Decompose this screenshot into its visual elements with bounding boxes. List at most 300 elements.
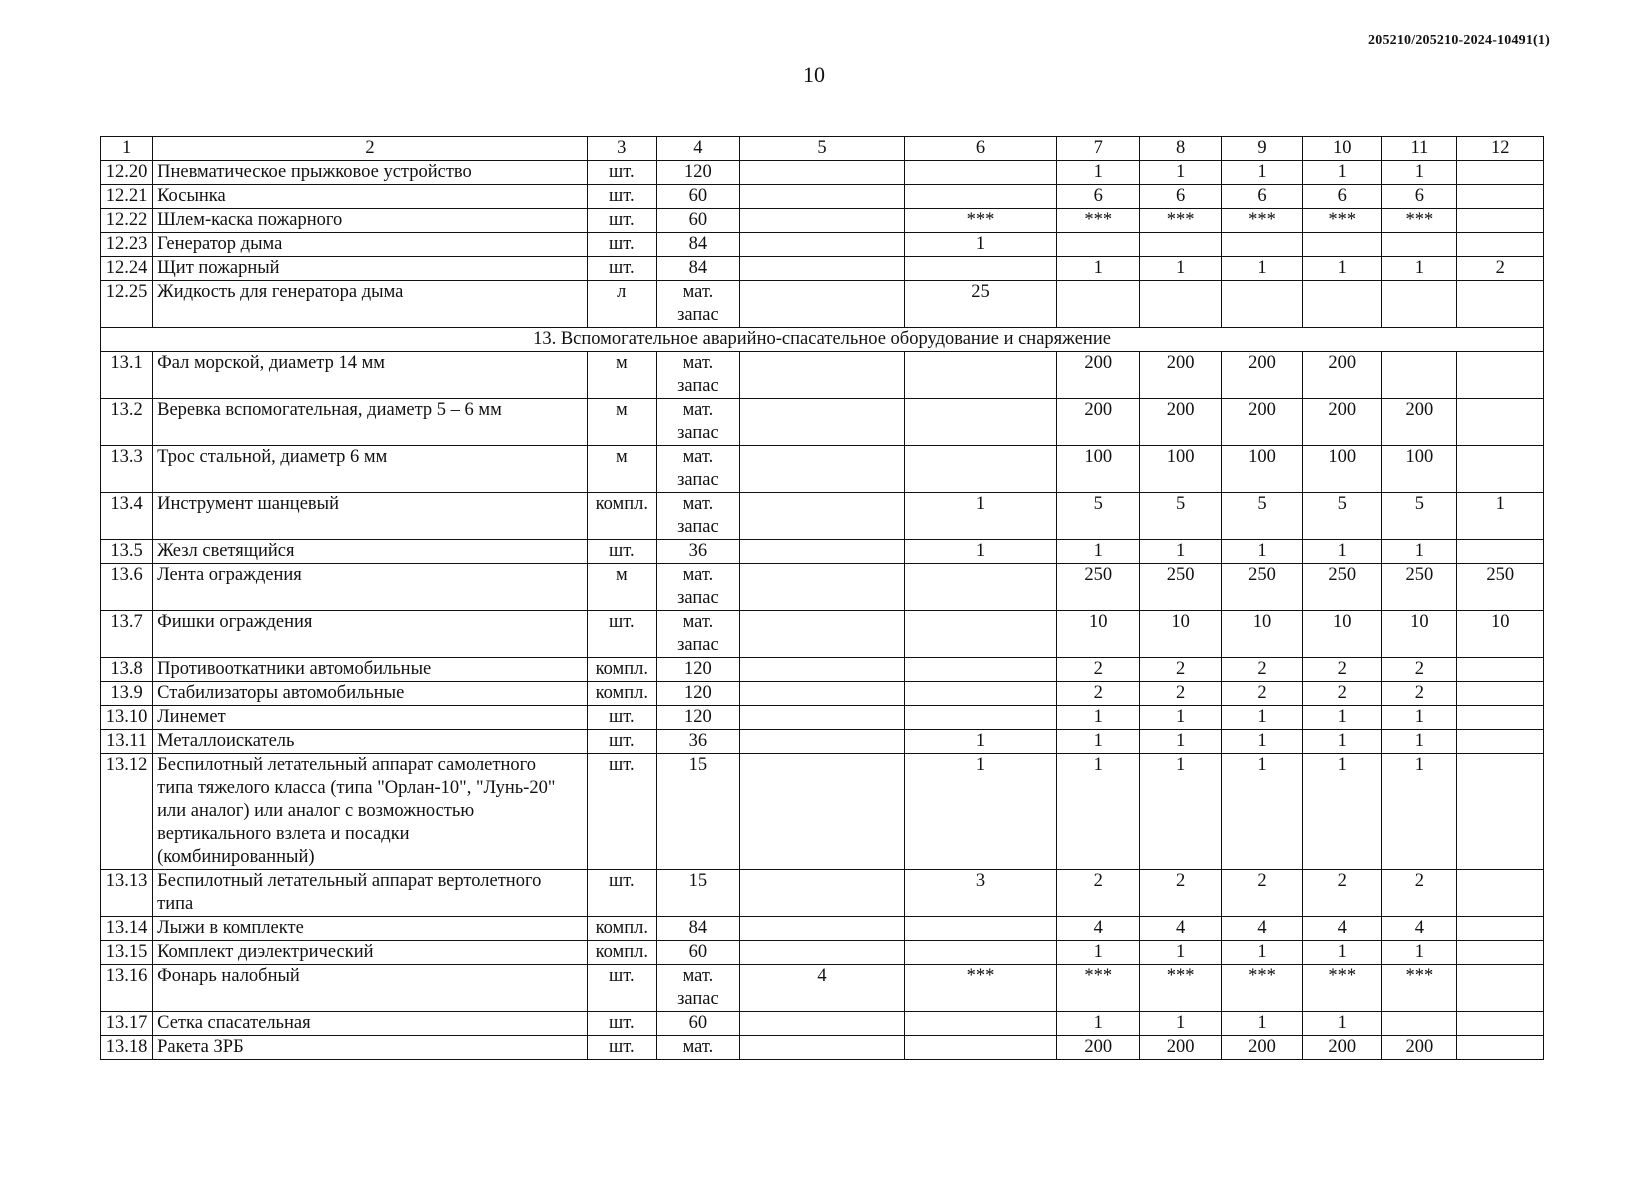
table-row — [101, 1012, 1544, 1036]
cell-col-8: 4 — [1140, 917, 1221, 941]
cell-col-8: 200 — [1140, 1036, 1221, 1060]
cell-col-8: 1 — [1140, 257, 1221, 281]
cell-col-6 — [904, 352, 1056, 399]
cell-norm: мат. запас — [656, 446, 739, 493]
cell-col-5 — [740, 281, 905, 328]
header-cell-4: 4 — [656, 137, 739, 161]
cell-col-10: 1 — [1303, 161, 1382, 185]
cell-col-11: 4 — [1382, 917, 1457, 941]
cell-col-5 — [740, 233, 905, 257]
cell-col-12: 250 — [1457, 564, 1544, 611]
cell-col-8: 100 — [1140, 446, 1221, 493]
cell-col-7: 1 — [1057, 161, 1140, 185]
cell-unit: компл. — [587, 682, 656, 706]
cell-norm: 120 — [656, 658, 739, 682]
cell-row-number: 13.17 — [101, 1012, 153, 1036]
cell-col-12 — [1457, 730, 1544, 754]
cell-row-number: 13.7 — [101, 611, 153, 658]
header-row — [101, 137, 1544, 161]
cell-row-number: 13.3 — [101, 446, 153, 493]
cell-col-9: 200 — [1221, 352, 1302, 399]
cell-col-12 — [1457, 941, 1544, 965]
table-row — [101, 493, 1544, 540]
cell-col-7: 10 — [1057, 611, 1140, 658]
cell-col-12: 1 — [1457, 493, 1544, 540]
cell-col-11 — [1382, 233, 1457, 257]
cell-col-6 — [904, 1012, 1056, 1036]
cell-col-10: 200 — [1303, 399, 1382, 446]
cell-col-7: *** — [1057, 965, 1140, 1012]
cell-col-5 — [740, 161, 905, 185]
cell-col-12 — [1457, 352, 1544, 399]
cell-col-11: 10 — [1382, 611, 1457, 658]
cell-col-5 — [740, 706, 905, 730]
cell-col-11: 250 — [1382, 564, 1457, 611]
cell-item-name: Ракета ЗРБ — [153, 1036, 588, 1060]
cell-col-6 — [904, 706, 1056, 730]
cell-col-9: 200 — [1221, 399, 1302, 446]
cell-col-6: *** — [904, 965, 1056, 1012]
cell-col-7: 4 — [1057, 917, 1140, 941]
table-row — [101, 754, 1544, 870]
cell-col-11: 1 — [1382, 754, 1457, 870]
cell-col-7: 2 — [1057, 658, 1140, 682]
cell-col-9 — [1221, 281, 1302, 328]
cell-col-6 — [904, 161, 1056, 185]
cell-col-12 — [1457, 399, 1544, 446]
cell-row-number: 13.6 — [101, 564, 153, 611]
cell-col-8: 200 — [1140, 399, 1221, 446]
cell-norm: мат. запас — [656, 493, 739, 540]
header-cell-5: 5 — [740, 137, 905, 161]
cell-col-8: 1 — [1140, 754, 1221, 870]
table-row — [101, 540, 1544, 564]
cell-col-11: 200 — [1382, 399, 1457, 446]
cell-col-9: 5 — [1221, 493, 1302, 540]
cell-col-6 — [904, 682, 1056, 706]
cell-col-7: 1 — [1057, 754, 1140, 870]
cell-item-name: Противооткатники автомобильные — [153, 658, 588, 682]
cell-col-5 — [740, 257, 905, 281]
cell-col-6 — [904, 941, 1056, 965]
cell-col-8: *** — [1140, 209, 1221, 233]
cell-col-11: *** — [1382, 965, 1457, 1012]
cell-col-8: 200 — [1140, 352, 1221, 399]
cell-item-name: Жезл светящийся — [153, 540, 588, 564]
cell-col-12: 2 — [1457, 257, 1544, 281]
table-row — [101, 564, 1544, 611]
cell-col-12 — [1457, 870, 1544, 917]
cell-col-8: 1 — [1140, 161, 1221, 185]
cell-item-name: Линемет — [153, 706, 588, 730]
cell-col-9: 1 — [1221, 257, 1302, 281]
header-cell-11: 11 — [1382, 137, 1457, 161]
cell-item-name: Генератор дыма — [153, 233, 588, 257]
cell-col-10: 6 — [1303, 185, 1382, 209]
cell-item-name: Комплект диэлектрический — [153, 941, 588, 965]
cell-col-8: 1 — [1140, 540, 1221, 564]
header-cell-12: 12 — [1457, 137, 1544, 161]
cell-col-11: 5 — [1382, 493, 1457, 540]
header-cell-10: 10 — [1303, 137, 1382, 161]
table-row — [101, 917, 1544, 941]
cell-col-10: 200 — [1303, 352, 1382, 399]
cell-unit: шт. — [587, 257, 656, 281]
cell-col-6: 1 — [904, 754, 1056, 870]
cell-col-9: 2 — [1221, 658, 1302, 682]
cell-col-6 — [904, 1036, 1056, 1060]
section-heading-row — [101, 328, 1544, 352]
table-row — [101, 965, 1544, 1012]
header-cell-1: 1 — [101, 137, 153, 161]
table-row — [101, 658, 1544, 682]
cell-col-6 — [904, 917, 1056, 941]
cell-col-8 — [1140, 233, 1221, 257]
cell-unit: шт. — [587, 540, 656, 564]
cell-col-6: 1 — [904, 233, 1056, 257]
cell-col-11: 2 — [1382, 870, 1457, 917]
cell-col-9: 1 — [1221, 706, 1302, 730]
cell-row-number: 13.15 — [101, 941, 153, 965]
cell-col-6 — [904, 185, 1056, 209]
cell-unit: шт. — [587, 611, 656, 658]
cell-row-number: 12.23 — [101, 233, 153, 257]
cell-col-6 — [904, 446, 1056, 493]
cell-row-number: 12.24 — [101, 257, 153, 281]
cell-col-9: 4 — [1221, 917, 1302, 941]
cell-col-6 — [904, 257, 1056, 281]
cell-col-12 — [1457, 1036, 1544, 1060]
table-row — [101, 446, 1544, 493]
cell-norm: мат. запас — [656, 965, 739, 1012]
equipment-table — [100, 136, 1544, 1060]
cell-unit: шт. — [587, 965, 656, 1012]
cell-item-name: Веревка вспомогательная, диаметр 5 – 6 мм — [153, 399, 588, 446]
cell-col-9: 2 — [1221, 682, 1302, 706]
cell-col-8: 2 — [1140, 870, 1221, 917]
cell-norm: мат. запас — [656, 399, 739, 446]
cell-col-11 — [1382, 281, 1457, 328]
cell-col-9: 6 — [1221, 185, 1302, 209]
cell-col-5 — [740, 209, 905, 233]
cell-col-9: 2 — [1221, 870, 1302, 917]
cell-row-number: 13.14 — [101, 917, 153, 941]
cell-col-10: 1 — [1303, 754, 1382, 870]
cell-row-number: 13.9 — [101, 682, 153, 706]
cell-norm: 120 — [656, 706, 739, 730]
cell-col-8: 1 — [1140, 1012, 1221, 1036]
cell-unit: компл. — [587, 493, 656, 540]
cell-col-5 — [740, 185, 905, 209]
cell-col-12 — [1457, 540, 1544, 564]
cell-norm: 120 — [656, 161, 739, 185]
cell-col-11: 1 — [1382, 941, 1457, 965]
cell-col-5 — [740, 917, 905, 941]
cell-col-12 — [1457, 706, 1544, 730]
cell-unit: компл. — [587, 941, 656, 965]
header-cell-2: 2 — [153, 137, 588, 161]
cell-norm: мат. — [656, 1036, 739, 1060]
cell-unit: л — [587, 281, 656, 328]
cell-col-11 — [1382, 352, 1457, 399]
cell-col-9: 100 — [1221, 446, 1302, 493]
cell-item-name: Косынка — [153, 185, 588, 209]
cell-row-number: 13.13 — [101, 870, 153, 917]
cell-col-5 — [740, 658, 905, 682]
cell-col-10: 5 — [1303, 493, 1382, 540]
cell-col-12 — [1457, 965, 1544, 1012]
table-row — [101, 870, 1544, 917]
cell-col-5 — [740, 399, 905, 446]
cell-norm: 84 — [656, 257, 739, 281]
cell-row-number: 12.20 — [101, 161, 153, 185]
cell-row-number: 12.21 — [101, 185, 153, 209]
cell-norm: мат. запас — [656, 564, 739, 611]
cell-col-12: 10 — [1457, 611, 1544, 658]
table-row — [101, 941, 1544, 965]
cell-col-9: 1 — [1221, 1012, 1302, 1036]
cell-row-number: 13.1 — [101, 352, 153, 399]
cell-norm: 120 — [656, 682, 739, 706]
table-row — [101, 682, 1544, 706]
cell-unit: шт. — [587, 1012, 656, 1036]
cell-row-number: 13.4 — [101, 493, 153, 540]
cell-col-10: 4 — [1303, 917, 1382, 941]
table-row — [101, 209, 1544, 233]
cell-col-10: 1 — [1303, 540, 1382, 564]
cell-item-name: Жидкость для генератора дыма — [153, 281, 588, 328]
cell-col-6: *** — [904, 209, 1056, 233]
cell-norm: 15 — [656, 870, 739, 917]
table-row — [101, 730, 1544, 754]
cell-row-number: 13.8 — [101, 658, 153, 682]
cell-col-8: 1 — [1140, 706, 1221, 730]
table-row — [101, 233, 1544, 257]
cell-unit: м — [587, 399, 656, 446]
cell-norm: мат. запас — [656, 281, 739, 328]
cell-item-name: Щит пожарный — [153, 257, 588, 281]
cell-col-7: 6 — [1057, 185, 1140, 209]
table-row — [101, 257, 1544, 281]
cell-unit: шт. — [587, 730, 656, 754]
cell-col-12 — [1457, 754, 1544, 870]
header-cell-6: 6 — [904, 137, 1056, 161]
table-row — [101, 161, 1544, 185]
cell-col-10: 2 — [1303, 658, 1382, 682]
cell-col-8: 6 — [1140, 185, 1221, 209]
cell-col-7: 5 — [1057, 493, 1140, 540]
cell-col-5 — [740, 1036, 905, 1060]
cell-col-12 — [1457, 1012, 1544, 1036]
cell-col-10 — [1303, 281, 1382, 328]
cell-norm: 15 — [656, 754, 739, 870]
cell-unit: м — [587, 564, 656, 611]
cell-col-12 — [1457, 233, 1544, 257]
cell-col-7: 200 — [1057, 399, 1140, 446]
cell-item-name: Лента ограждения — [153, 564, 588, 611]
cell-row-number: 13.16 — [101, 965, 153, 1012]
cell-col-10: 2 — [1303, 870, 1382, 917]
cell-col-7: 1 — [1057, 730, 1140, 754]
cell-row-number: 13.5 — [101, 540, 153, 564]
cell-col-6 — [904, 658, 1056, 682]
cell-col-8: 2 — [1140, 682, 1221, 706]
header-cell-8: 8 — [1140, 137, 1221, 161]
cell-col-9 — [1221, 233, 1302, 257]
cell-col-10: 1 — [1303, 730, 1382, 754]
cell-item-name: Шлем-каска пожарного — [153, 209, 588, 233]
section-title: 13. Вспомогательное аварийно-спасательное оборудование и снаряжение — [101, 328, 1544, 352]
cell-col-5 — [740, 493, 905, 540]
cell-col-10: 2 — [1303, 682, 1382, 706]
cell-col-12 — [1457, 161, 1544, 185]
cell-unit: шт. — [587, 233, 656, 257]
cell-col-5: 4 — [740, 965, 905, 1012]
cell-col-7: 200 — [1057, 1036, 1140, 1060]
cell-col-11: 6 — [1382, 185, 1457, 209]
cell-row-number: 13.12 — [101, 754, 153, 870]
cell-norm: 60 — [656, 209, 739, 233]
cell-unit: шт. — [587, 161, 656, 185]
cell-col-8: 250 — [1140, 564, 1221, 611]
cell-norm: 60 — [656, 941, 739, 965]
cell-unit: шт. — [587, 1036, 656, 1060]
cell-item-name: Инструмент шанцевый — [153, 493, 588, 540]
cell-col-8 — [1140, 281, 1221, 328]
cell-col-11: *** — [1382, 209, 1457, 233]
cell-col-11: 1 — [1382, 540, 1457, 564]
cell-col-12 — [1457, 446, 1544, 493]
cell-col-11: 200 — [1382, 1036, 1457, 1060]
cell-col-7: 200 — [1057, 352, 1140, 399]
cell-col-11: 1 — [1382, 257, 1457, 281]
cell-norm: 60 — [656, 1012, 739, 1036]
table-row — [101, 281, 1544, 328]
cell-item-name: Пневматическое прыжковое устройство — [153, 161, 588, 185]
cell-norm: мат. запас — [656, 611, 739, 658]
cell-col-7: *** — [1057, 209, 1140, 233]
cell-col-11: 100 — [1382, 446, 1457, 493]
cell-col-10: 1 — [1303, 257, 1382, 281]
cell-col-11: 2 — [1382, 682, 1457, 706]
cell-unit: м — [587, 446, 656, 493]
cell-norm: 84 — [656, 917, 739, 941]
cell-col-11 — [1382, 1012, 1457, 1036]
cell-item-name: Фишки ограждения — [153, 611, 588, 658]
cell-row-number: 13.18 — [101, 1036, 153, 1060]
cell-col-6: 1 — [904, 540, 1056, 564]
cell-col-10 — [1303, 233, 1382, 257]
table-row — [101, 611, 1544, 658]
cell-col-5 — [740, 611, 905, 658]
cell-col-5 — [740, 446, 905, 493]
cell-col-8: 2 — [1140, 658, 1221, 682]
page-number: 10 — [803, 62, 825, 87]
table-row — [101, 185, 1544, 209]
cell-col-10: 1 — [1303, 706, 1382, 730]
cell-col-10: *** — [1303, 965, 1382, 1012]
cell-norm: 60 — [656, 185, 739, 209]
cell-col-9: 10 — [1221, 611, 1302, 658]
cell-row-number: 13.10 — [101, 706, 153, 730]
cell-col-6: 25 — [904, 281, 1056, 328]
cell-col-10: 1 — [1303, 1012, 1382, 1036]
cell-col-9: *** — [1221, 209, 1302, 233]
cell-col-7: 1 — [1057, 941, 1140, 965]
cell-col-12 — [1457, 682, 1544, 706]
cell-col-9: 250 — [1221, 564, 1302, 611]
table-row — [101, 352, 1544, 399]
cell-col-8: 1 — [1140, 730, 1221, 754]
cell-col-7: 1 — [1057, 706, 1140, 730]
cell-col-10: *** — [1303, 209, 1382, 233]
cell-col-9: 1 — [1221, 161, 1302, 185]
cell-col-10: 10 — [1303, 611, 1382, 658]
cell-col-6: 1 — [904, 493, 1056, 540]
cell-col-9: 200 — [1221, 1036, 1302, 1060]
cell-col-5 — [740, 730, 905, 754]
cell-col-12 — [1457, 917, 1544, 941]
cell-col-6 — [904, 399, 1056, 446]
cell-col-7: 1 — [1057, 540, 1140, 564]
cell-norm: 36 — [656, 730, 739, 754]
cell-col-9: *** — [1221, 965, 1302, 1012]
cell-col-10: 250 — [1303, 564, 1382, 611]
table-row — [101, 399, 1544, 446]
cell-row-number: 13.2 — [101, 399, 153, 446]
cell-col-7: 100 — [1057, 446, 1140, 493]
header-cell-3: 3 — [587, 137, 656, 161]
document-id: 205210/205210-2024-10491(1) — [1368, 33, 1550, 48]
cell-col-5 — [740, 1012, 905, 1036]
cell-unit: компл. — [587, 917, 656, 941]
header-cell-9: 9 — [1221, 137, 1302, 161]
cell-col-11: 1 — [1382, 730, 1457, 754]
cell-col-5 — [740, 540, 905, 564]
cell-col-7 — [1057, 281, 1140, 328]
cell-col-7: 1 — [1057, 1012, 1140, 1036]
cell-item-name: Лыжи в комплекте — [153, 917, 588, 941]
cell-col-12 — [1457, 209, 1544, 233]
cell-col-6: 3 — [904, 870, 1056, 917]
cell-col-5 — [740, 564, 905, 611]
cell-col-7: 2 — [1057, 682, 1140, 706]
cell-unit: шт. — [587, 754, 656, 870]
cell-item-name: Сетка спасательная — [153, 1012, 588, 1036]
cell-item-name: Беспилотный летательный аппарат самолетного типа тяжелого класса (типа "Орлан-10", "Лунь-20" или аналог) или аналог с возможностью вертикального взлета и посадки (комбинированный) — [153, 754, 588, 870]
cell-item-name: Металлоискатель — [153, 730, 588, 754]
cell-col-7: 2 — [1057, 870, 1140, 917]
cell-col-9: 1 — [1221, 941, 1302, 965]
cell-col-7: 1 — [1057, 257, 1140, 281]
cell-col-5 — [740, 870, 905, 917]
cell-item-name: Фонарь налобный — [153, 965, 588, 1012]
cell-col-7 — [1057, 233, 1140, 257]
cell-col-12 — [1457, 658, 1544, 682]
cell-item-name: Стабилизаторы автомобильные — [153, 682, 588, 706]
cell-item-name: Трос стальной, диаметр 6 мм — [153, 446, 588, 493]
cell-col-7: 250 — [1057, 564, 1140, 611]
cell-row-number: 13.11 — [101, 730, 153, 754]
cell-col-10: 100 — [1303, 446, 1382, 493]
cell-item-name: Беспилотный летательный аппарат вертолетного типа — [153, 870, 588, 917]
cell-col-9: 1 — [1221, 754, 1302, 870]
cell-col-12 — [1457, 185, 1544, 209]
cell-norm: мат. запас — [656, 352, 739, 399]
table-row — [101, 706, 1544, 730]
cell-row-number: 12.22 — [101, 209, 153, 233]
table-body — [101, 137, 1544, 1060]
